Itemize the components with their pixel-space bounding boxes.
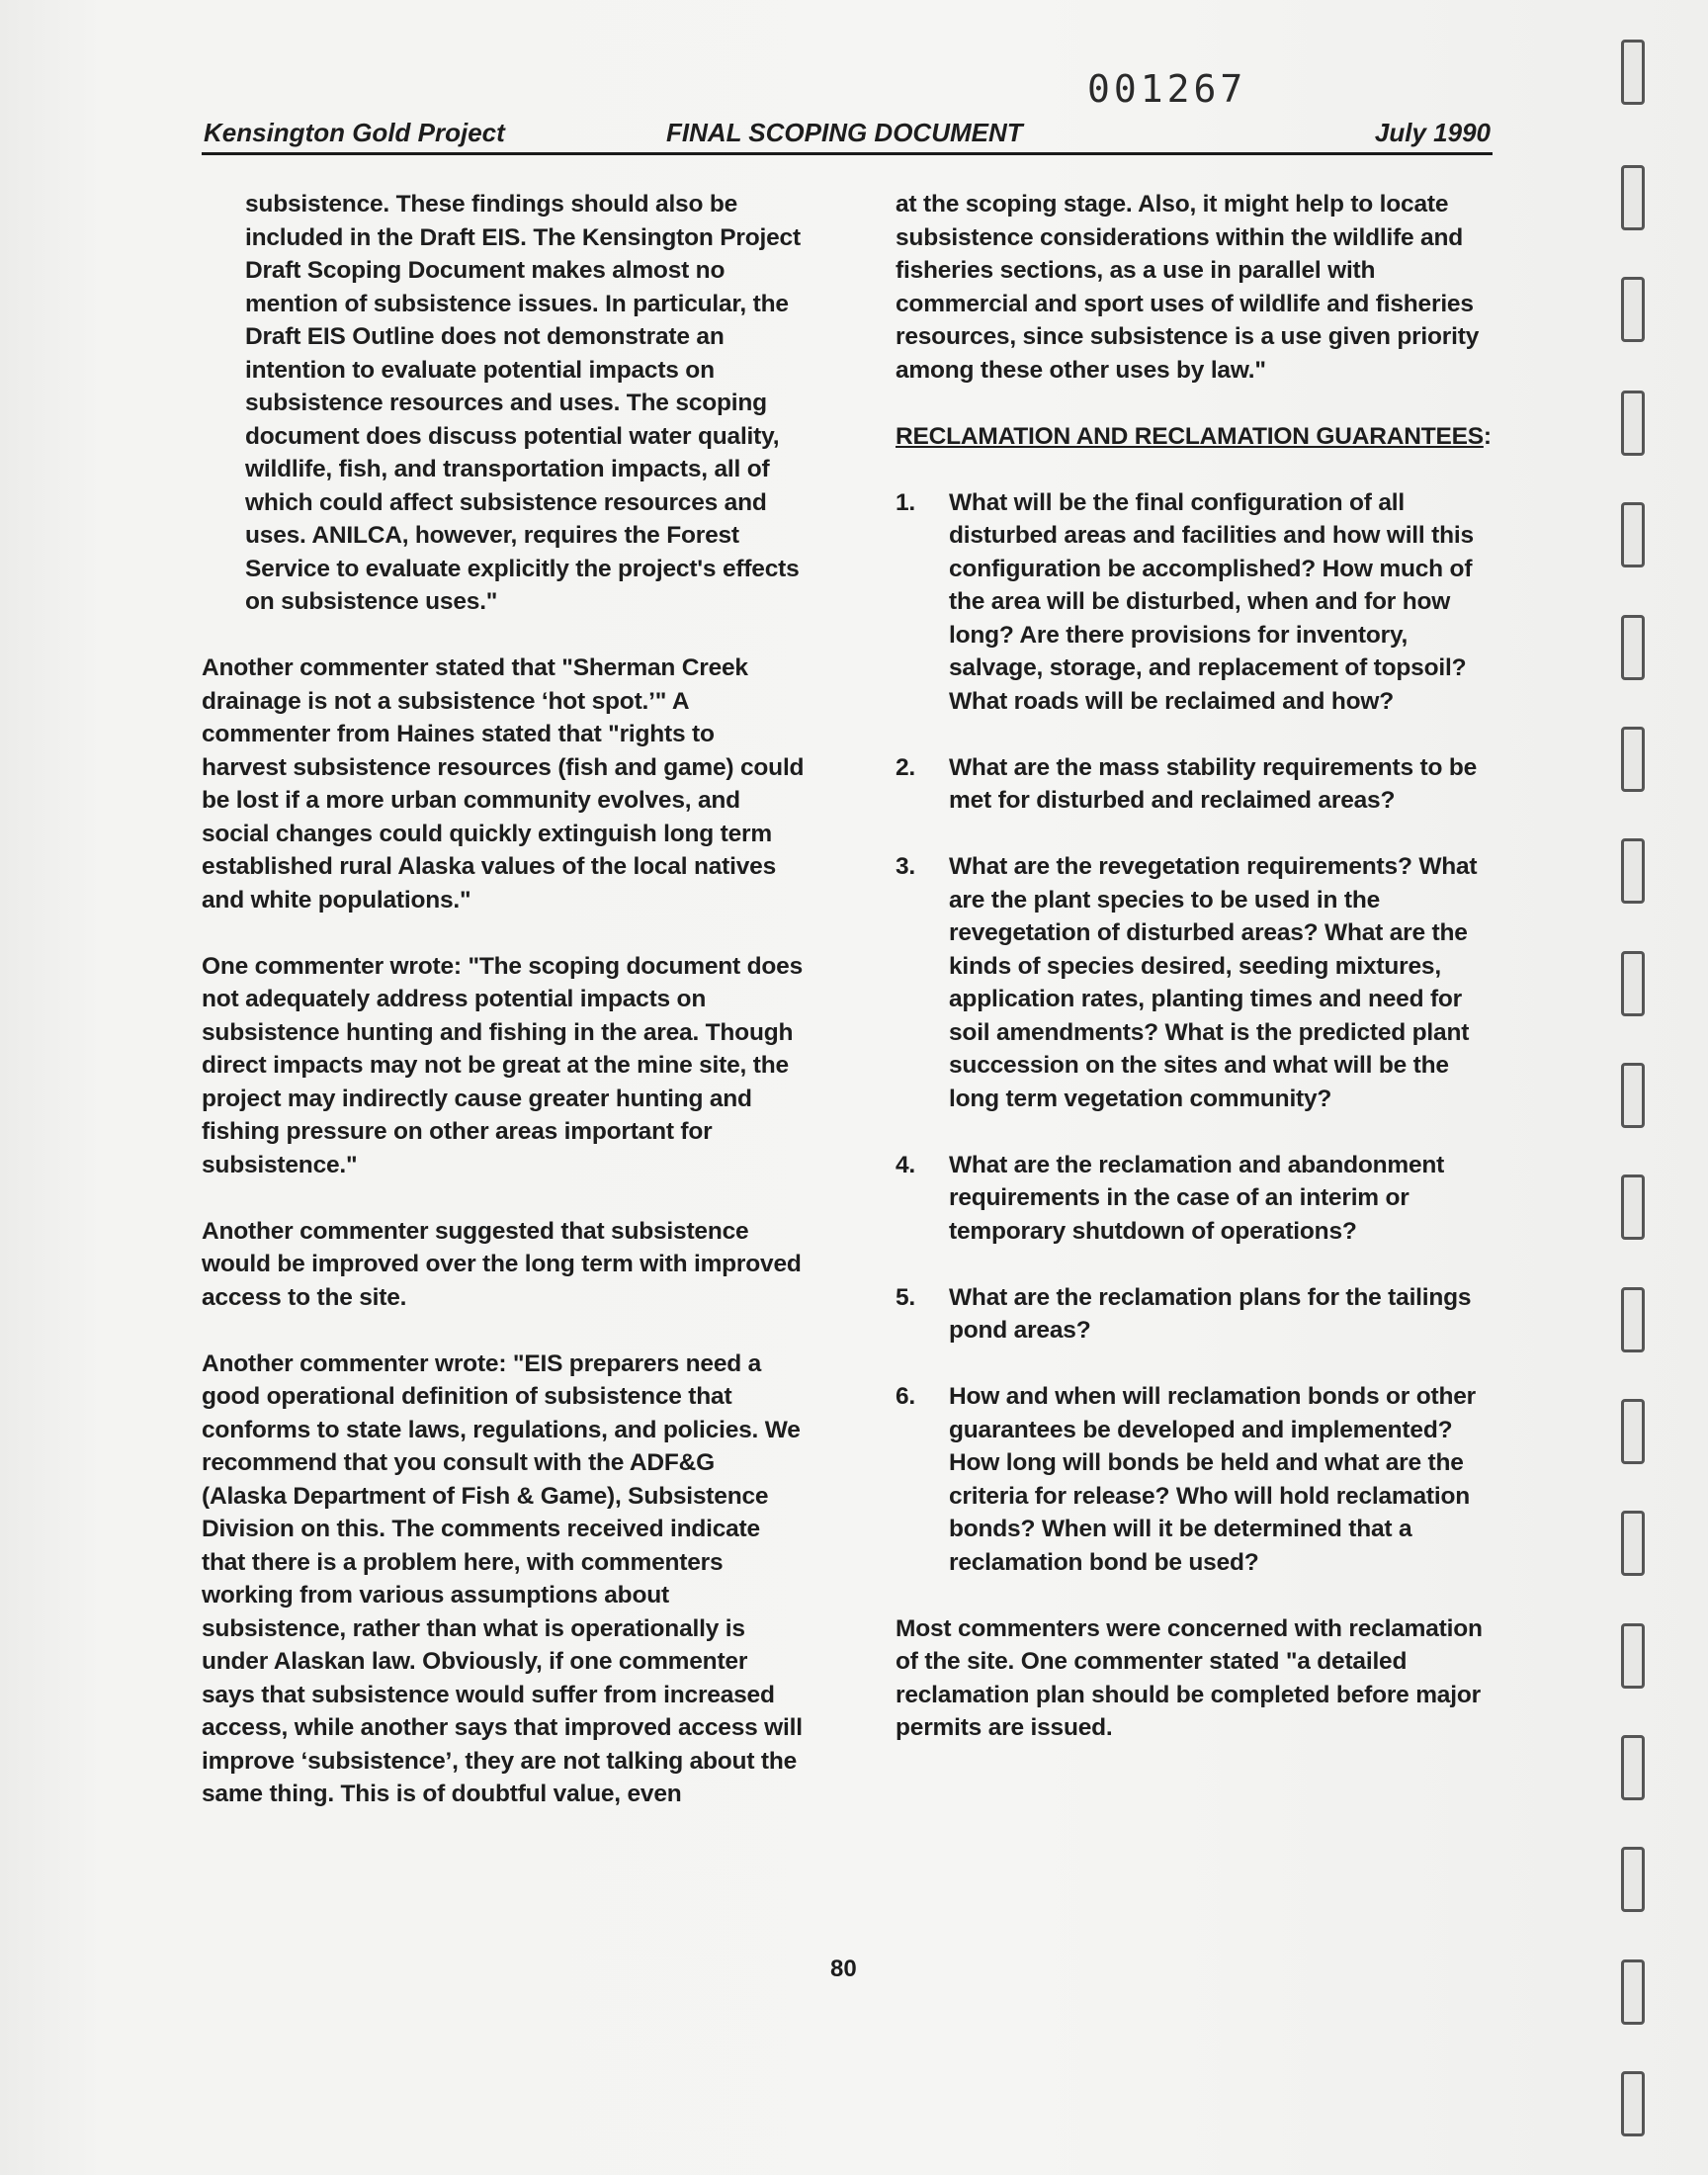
binder-hole-shape bbox=[1621, 727, 1645, 792]
binder-hole-shape bbox=[1621, 951, 1645, 1016]
binder-hole-shape bbox=[1621, 1959, 1645, 2025]
paragraph-sherman-creek: Another commenter stated that "Sherman Creek drainage is not a subsistence ‘hot spot.’" A commenter from Haines stated that "rights to harvest subsistence resources (fish and game) could be lost if a more urban community evolves, and social changes could quickly extinguish long term established rural Alaska values of the local natives and white populations." bbox=[202, 654, 805, 914]
binder-hole-shape bbox=[1621, 277, 1645, 342]
list-item-number: 2. bbox=[896, 753, 916, 781]
list-item-text: What are the reclamation and abandonment requirements in the case of an interim or temporary shutdown of operations? bbox=[949, 1151, 1445, 1245]
section-heading-text: RECLAMATION AND RECLAMATION GUARANTEES bbox=[896, 422, 1484, 450]
header-date: July 1990 bbox=[1374, 118, 1491, 147]
binder-hole-shape bbox=[1621, 165, 1645, 230]
list-item-number: 3. bbox=[896, 853, 916, 880]
binder-hole-shape bbox=[1621, 1399, 1645, 1464]
list-item bbox=[896, 1281, 1493, 1348]
list-item-text: What are the reclamation plans for the tailings pond areas? bbox=[949, 1283, 1472, 1344]
binder-hole-shape bbox=[1621, 838, 1645, 904]
binder-hole-shape bbox=[1621, 502, 1645, 567]
left-column bbox=[202, 188, 805, 1811]
binder-hole-shape bbox=[1621, 1623, 1645, 1689]
paragraph-operational-definition: Another commenter wrote: "EIS preparers need a good operational definition of subsistence that conforms to state laws, regulations, and policies. We recommend that you consult with the ADF&G (Alaska Department of Fish & Game), Subsistence Division on this. The comments received indicate that there is a problem here, with commenters working from various assumptions about subsistence, rather than what is operationally is under Alaskan law. Obviously, if one commenter says that subsistence would suffer from increased access, while another says that improved access will improve ‘subsistence’, they are not talking about the same thing. This is of doubtful value, even bbox=[202, 1349, 803, 1807]
list-item-text: What will be the final configuration of all disturbed areas and facilities and how will this configuration be accomplished? How much of the area will be disturbed, when and for how long? Are there provisions for inventory, salvage, storage, and replacement of topsoil? What roads will be reclaimed and how? bbox=[949, 488, 1474, 715]
paragraph-subsistence-quote-end: subsistence. These findings should also be included in the Draft EIS. The Kensington Project Draft Scoping Document makes almost no mention of subsistence issues. In particular, the Draft EIS Outline does not demonstrate an intention to evaluate potential impacts on subsistence resources and uses. The scoping document does discuss potential water quality, wildlife, fish, and transportation impacts, all of which could affect subsistence resources and uses. ANILCA, however, requires the Forest Service to evaluate explicitly the project's effects on subsistence uses." bbox=[245, 191, 801, 615]
binder-hole-shape bbox=[1621, 1847, 1645, 1912]
reclamation-questions-list bbox=[896, 486, 1493, 1580]
binder-hole-shape bbox=[1621, 40, 1645, 105]
list-item bbox=[896, 486, 1493, 719]
binder-hole-shape bbox=[1621, 1174, 1645, 1240]
binder-hole-shape bbox=[1621, 391, 1645, 456]
binder-hole-shape bbox=[1621, 1287, 1645, 1352]
binder-hole-shape bbox=[1621, 1063, 1645, 1128]
list-item-number: 5. bbox=[896, 1283, 916, 1311]
list-item-text: How and when will reclamation bonds or other guarantees be developed and implemented? How long will bonds be held and what are the criteria for release? Who will hold reclamation bonds? When will it be determined that a reclamation bond be used? bbox=[949, 1383, 1476, 1576]
list-item bbox=[896, 1380, 1493, 1579]
list-item bbox=[896, 1149, 1493, 1249]
header-project-name: Kensington Gold Project bbox=[204, 118, 505, 147]
list-item-number: 1. bbox=[896, 488, 916, 516]
binder-hole-shape bbox=[1621, 1735, 1645, 1800]
page-number: 80 bbox=[830, 1956, 857, 1982]
page-header bbox=[202, 113, 1493, 155]
binder-hole-shape bbox=[1621, 615, 1645, 680]
paragraph-scoping-stage: at the scoping stage. Also, it might help to locate subsistence considerations within the wildlife and fisheries sections, as a use in parallel with commercial and sport uses of wildlife and fisheries resources, since subsistence is a use given priority among these other uses by law." bbox=[896, 191, 1480, 384]
list-item-number: 4. bbox=[896, 1151, 916, 1178]
binder-holes bbox=[1621, 40, 1661, 2155]
paragraph-improved-access: Another commenter suggested that subsistence would be improved over the long term with improved access to the site. bbox=[202, 1217, 802, 1311]
binder-hole-shape bbox=[1621, 2071, 1645, 2136]
paragraph-hunting-fishing: One commenter wrote: "The scoping document does not adequately address potential impacts on subsistence hunting and fishing in the area. Though direct impacts may not be great at the mine site, the project may indirectly cause greater hunting and fishing pressure on other areas important for subsistence." bbox=[202, 952, 803, 1178]
list-item-text: What are the mass stability requirements to be met for disturbed and reclaimed areas? bbox=[949, 753, 1478, 814]
section-heading-reclamation bbox=[896, 420, 1493, 454]
header-document-title: FINAL SCOPING DOCUMENT bbox=[666, 118, 1023, 147]
paragraph-reclamation-concern: Most commenters were concerned with reclamation of the site. One commenter stated "a detailed reclamation plan should be completed before major permits are issued. bbox=[896, 1614, 1483, 1741]
list-item-number: 6. bbox=[896, 1383, 916, 1410]
list-item-text: What are the revegetation requirements? What are the plant species to be used in the revegetation of disturbed areas? What are the kinds of species desired, seeding mixtures, application rates, planting times and need for soil amendments? What is the predicted plant succession on the sites and what will be the long term vegetation community? bbox=[949, 853, 1478, 1112]
document-control-number: 001267 bbox=[1087, 67, 1247, 111]
right-column bbox=[896, 188, 1493, 1745]
section-heading-colon: : bbox=[1483, 422, 1492, 450]
binder-hole-shape bbox=[1621, 1511, 1645, 1576]
list-item bbox=[896, 751, 1493, 818]
list-item bbox=[896, 850, 1493, 1115]
